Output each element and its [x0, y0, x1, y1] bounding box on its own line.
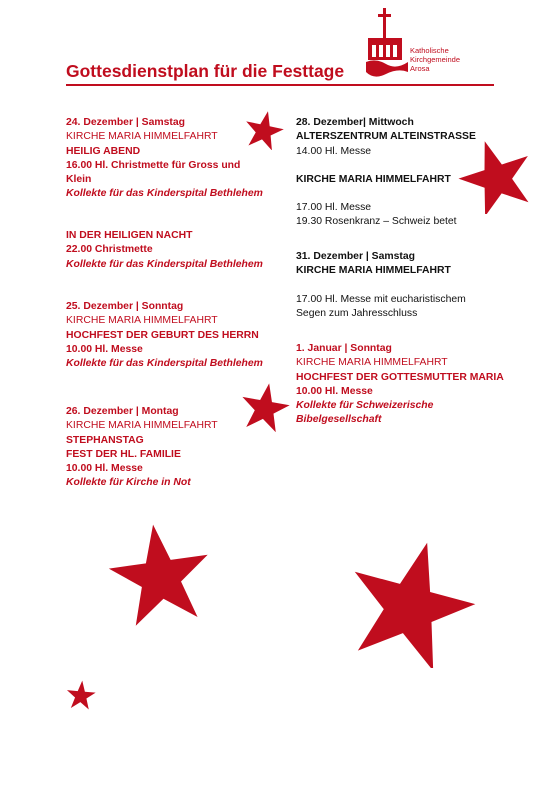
- service-25-dezember: [66, 300, 263, 371]
- service-time: 16.00 Hl. Christmette für Gross und: [66, 159, 241, 171]
- service-time: 10.00 Hl. Messe: [66, 343, 143, 355]
- service-collection: Kollekte für Schweizerische: [296, 400, 434, 412]
- service-date: 24. Dezember | Samstag: [66, 117, 185, 128]
- service-time: 19.30 Rosenkranz – Schweiz betet: [296, 216, 457, 228]
- service-collection: Bibelgesellschaft: [296, 414, 382, 426]
- service-date: 25. Dezember | Sonntag: [66, 301, 184, 312]
- star-icon: [240, 382, 290, 432]
- service-feast: FEST DER HL. FAMILIE: [66, 448, 181, 460]
- star-icon: [344, 538, 478, 668]
- spacer: [296, 187, 476, 201]
- service-date: 1. Januar | Sonntag: [296, 343, 392, 354]
- service-location: KIRCHE MARIA HIMMELFAHRT: [66, 131, 218, 143]
- service-time: 17.00 Hl. Messe mit eucharistischem: [296, 293, 466, 305]
- star-icon: [456, 138, 536, 214]
- service-heilige-nacht: [66, 229, 263, 272]
- service-date: 31. Dezember | Samstag: [296, 251, 415, 262]
- service-date: 28. Dezember| Mittwoch: [296, 117, 414, 128]
- service-31-dezember: [296, 250, 466, 321]
- service-1-januar: [296, 342, 504, 428]
- service-collection: Kollekte für das Kinderspital Bethlehem: [66, 358, 263, 370]
- service-location: KIRCHE MARIA HIMMELFAHRT: [296, 173, 451, 185]
- spacer: [296, 159, 476, 173]
- logo-text: [410, 46, 460, 74]
- star-icon: [66, 680, 96, 710]
- service-collection: Kollekte für das Kinderspital Bethlehem: [66, 258, 263, 270]
- service-feast: IN DER HEILIGEN NACHT: [66, 230, 193, 241]
- service-date: 26. Dezember | Montag: [66, 406, 179, 417]
- service-24-dezember: [66, 116, 263, 202]
- star-icon: [100, 522, 220, 626]
- service-location: KIRCHE MARIA HIMMELFAHRT: [66, 420, 218, 432]
- service-time: 22.00 Christmette: [66, 244, 153, 256]
- service-time: 10.00 Hl. Messe: [296, 385, 373, 397]
- service-collection: Kollekte für Kirche in Not: [66, 477, 191, 489]
- church-logo-icon: [364, 6, 410, 80]
- service-time: Klein: [66, 174, 92, 186]
- service-time: 14.00 Hl. Messe: [296, 145, 372, 157]
- title-underline: [66, 84, 494, 86]
- service-26-dezember: [66, 405, 218, 491]
- service-location: ALTERSZENTRUM ALTEINSTRASSE: [296, 131, 476, 143]
- service-time: 17.00 Hl. Messe: [296, 202, 372, 214]
- service-location: KIRCHE MARIA HIMMELFAHRT: [66, 315, 218, 327]
- logo-line: Arosa: [410, 64, 430, 74]
- service-28-dezember: [296, 116, 476, 230]
- spacer: [296, 279, 466, 293]
- logo-line: Kirchgemeinde: [410, 55, 461, 65]
- service-feast: STEPHANSTAG: [66, 434, 144, 446]
- service-feast: HEILIG ABEND: [66, 145, 141, 157]
- service-time: Segen zum Jahresschluss: [296, 307, 418, 319]
- service-location: KIRCHE MARIA HIMMELFAHRT: [296, 265, 451, 277]
- parish-logo: [364, 6, 494, 80]
- logo-line: Katholische: [410, 46, 449, 55]
- service-location: KIRCHE MARIA HIMMELFAHRT: [296, 357, 448, 369]
- page-title: Gottesdienstplan für die Festtage: [66, 61, 345, 81]
- service-feast: HOCHFEST DER GOTTESMUTTER MARIA: [296, 371, 504, 383]
- star-icon: [244, 110, 284, 150]
- service-time: 10.00 Hl. Messe: [66, 463, 143, 475]
- service-collection: Kollekte für das Kinderspital Bethlehem: [66, 188, 263, 200]
- service-feast: HOCHFEST DER GEBURT DES HERRN: [66, 329, 259, 341]
